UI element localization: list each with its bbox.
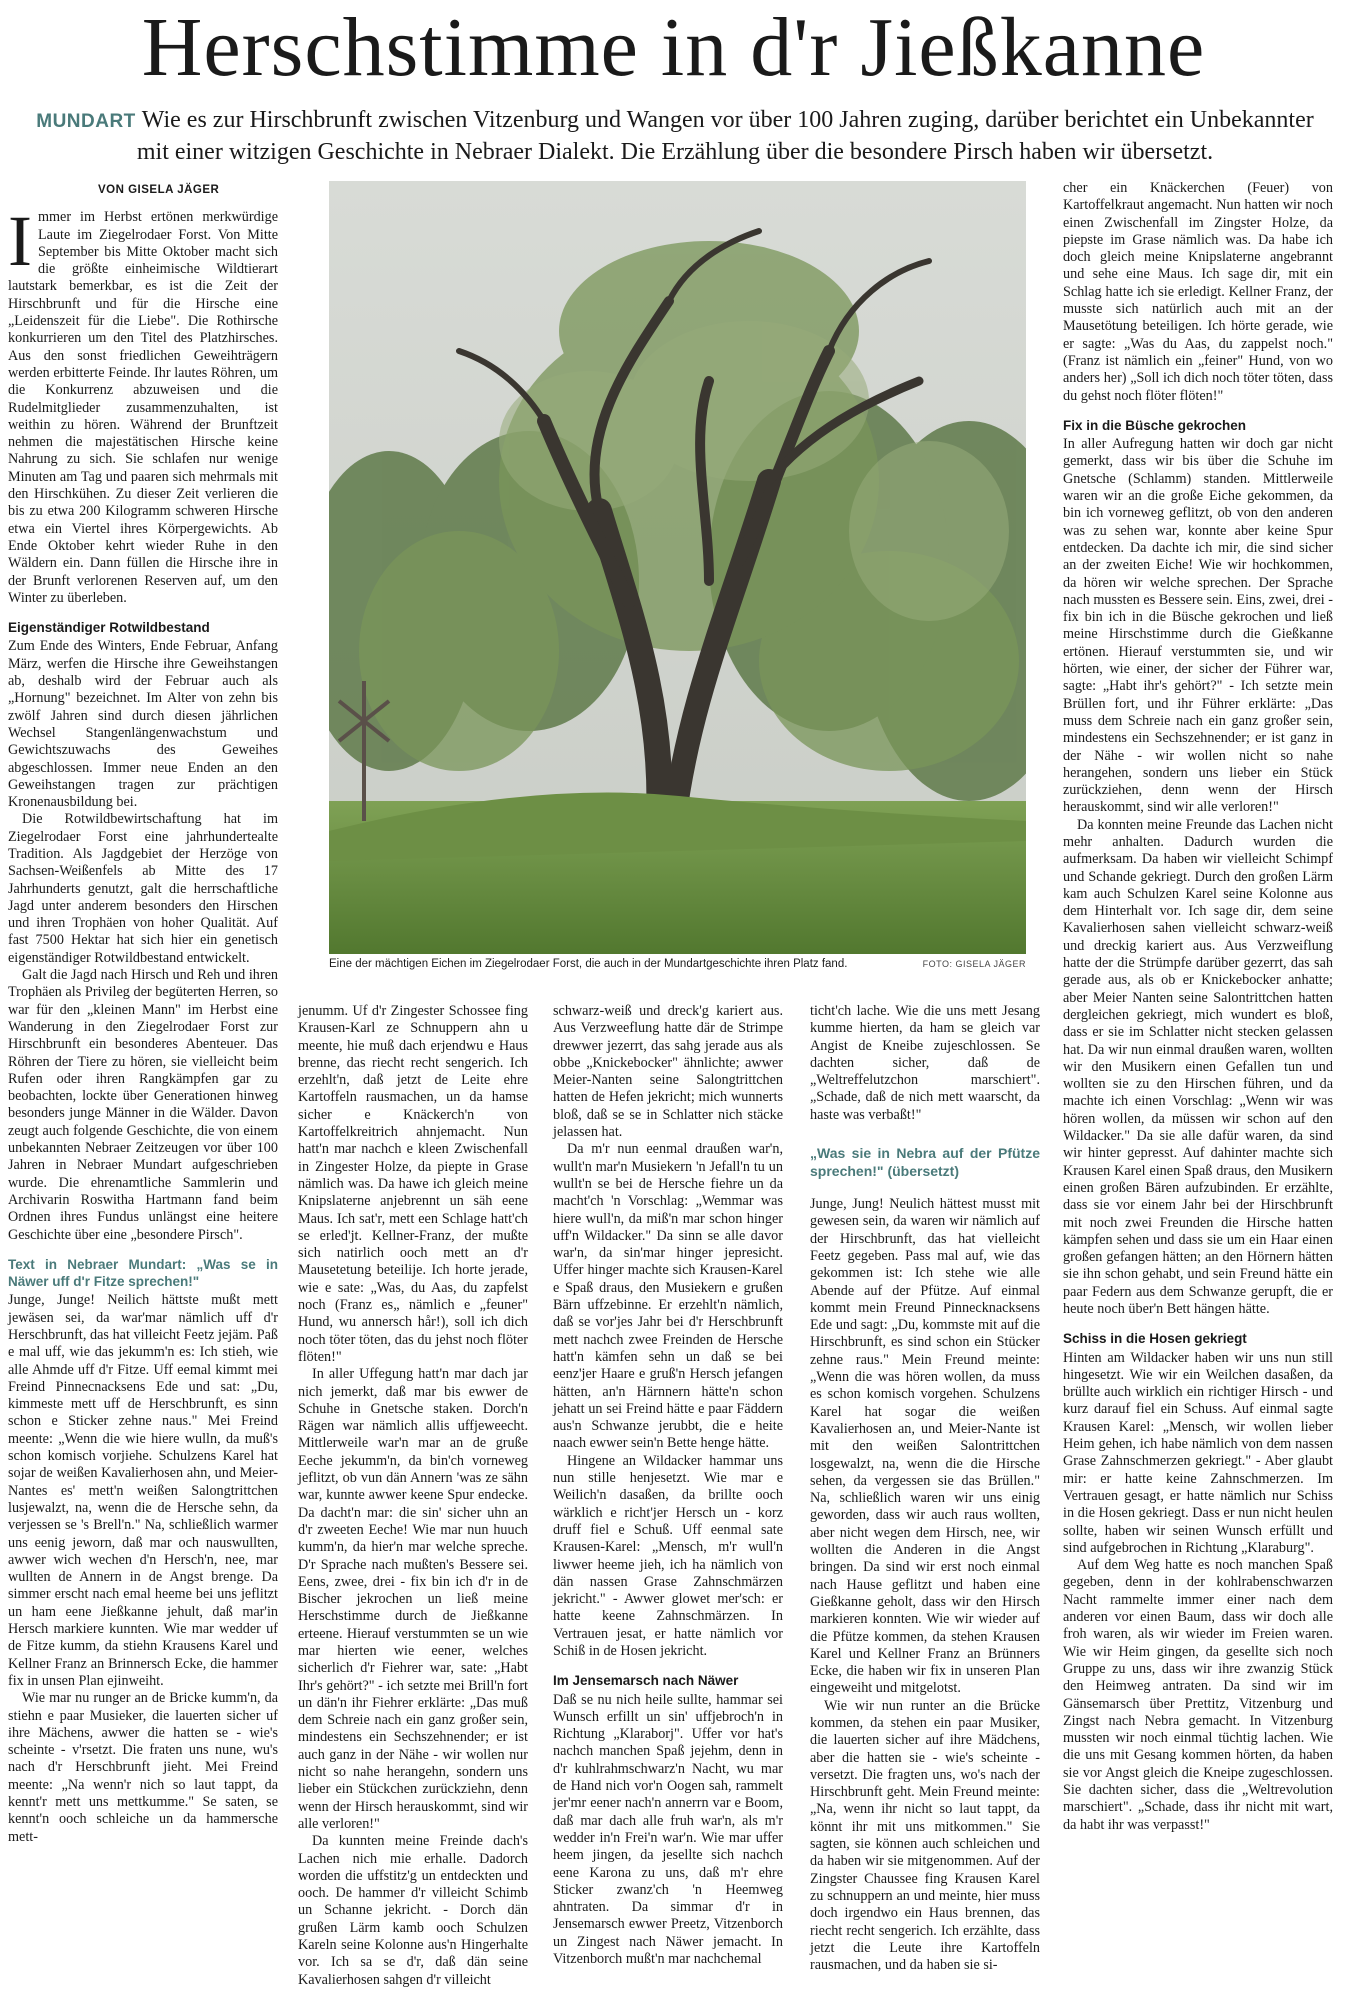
column-3	[553, 1003, 783, 1968]
paragraph: Da konnten meine Freunde das Lachen nicht mehr anhalten. Dadurch wurden die aufmerksam. Da haben wir vielleicht Schimpf und Schande gekriegt. Durch den großen Lärm kam auch Schulzen Karel seine Kolonne aus dem Hinterhalt vor. Ich sage dir, dem seine Kavalierhosen sahen vielleicht schwarz-weiß und dreckig kariert aus. Aus Verzweiflung hatte der die Strümpfe darüber gezerrt, das sah gerade aus, als ob er Knickebocker anhatte; aber Meier Nanten seine Salontrittchen hatten dergleichen gekriegt, mich wundert es bloß, dass er sie im Schlatter nicht stecken gelassen hat. Da wir nun einmal draußen waren, wollten wir den Musikern einen Gefallen tun und wollten sie zu den Hirschen führen, und da machte ich einen Vorschlag: „Wenn wir was hören wollen, da müssen wir schon auf den Wildacker." Da sie alle dafür waren, da sind wir hinter gepresst. Auf dahinter machte sich Krausen Karel einen Spaß draus, den Musikern einen großen Bären aufzubinden. Er erzählte, dass sie vor einem Jahr bei der Hirschbrunft mit noch zwei Freunden die Hirsche hatten kämpfen sehen und dass sie um ein Haar einen großen gefangen hätten; an den Hörnern hätten sie ihn schon gehabt, und sein Freund hätte ein paar Federn aus dem Schwanze gerupft, die er heute noch über'n Bett hängen hätte.	[1063, 816, 1333, 1317]
intro-text: mmer im Herbst ertönen merkwürdige Laute im Ziegelrodaer Forst. Von Mitte September bis Mitte Oktober macht sich die größte einheimische Wildtierart lautstark bemerkbar, es ist die Zeit der Hirschbrunft und für die Hirsche eine „Leidenszeit für die Liebe". Die Rothirsche konkurrieren um den Titel des Platzhirsches. Aus den sonst friedlichen Geweihträgern werden erbitterte Feinde. Ihr lautes Röhren, um die Konkurrenz abzuweisen und die Rudelmitglieder zusammenzuhalten, ist weithin zu hören. Während der Brunftzeit nehmen die majestätischen Hirsche keine Nahrung zu sich. Sie schlafen nur wenige Minuten am Tag und paaren sich mehrmals mit den Hirschkühen. Zu dieser Zeit verlieren die bis zu etwa 200 Kilogramm schweren Hirsche etwa ein Viertel ihres Körpergewichts. Ab Ende Oktober kehrt wieder Ruhe in den Wäldern ein. Dann füllen die Hirsche ihre in der Brunft verlorenen Reserven auf, um den Winter zu überleben.	[8, 209, 278, 606]
paragraph: Die Rotwildbewirtschaftung hat im Ziegelrodaer Forst eine jahrhundertealte Tradition. Als Jagdgebiet der Herzöge von Sachsen-Weißenfels ab Mitte des 17 Jahrhunderts genutzt, galt die herrschaftliche Jagd unter anderem besonders den Hirschen und ihren Trophäen von hoher Qualität. Auf fast 7500 Hektar hat sich hier ein genetisch eigenständiger Rotwildbestand entwickelt.	[8, 811, 278, 966]
paragraph: Junge, Jung! Neulich hättest musst mit gewesen sein, da waren wir nämlich auf der Hirschbrunft, das hat vielleicht Feetz gegeben. Pass mal auf, wie das gekommen ist: Ich stehe wie alle Abende auf der Pfütze. Auf einmal kommt mein Freund Pinnecknacksens Ede und sagt: „Du, kommste mit auf die Hirschbrunft, es sind schon ein Stücker zehne raus." Mein Freund meinte: „Wenn die was hören wollen, da muss es schon komisch vorgehen. Schulzens Karel hat sogar die weißen Kavalierhosen an, und Meier-Nante ist mit den weißen Salontrittchen losgewalzt, na, wenn die die Hirsche sehen, da vergessen sie das Brüllen." Na, schließlich waren wir uns einig geworden, dass wir auch raus wollten, aber nicht wegen dem Hirsch, nee, wir wollten die Anderen in die Angst bringen. Da sind wir erst noch einmal nach Hause geflitzt und haben eine Gießkanne geholt, dass wir den Hirsch markieren konnten. Wie wir wieder auf die Pfütze kommen, da stehen Krausen Karel und Kellner Franz an Brünners Ecke, die haben wir fix in unseren Plan eingeweiht und mitgelotst.	[810, 1196, 1040, 1697]
paragraph: Da kunnten meine Freinde dach's Lachen nich mie erhalle. Dadorch worden die uffstitz'g un entdeckten und ooch. De hammer d'r villeicht Schimb un Schanne jekricht. - Dorch dän grußen Lärm kamb ooch Schulzen Kareln seine Kolonne aus'n Hingerhalte vor. Ich sa se d'r, daß dän seine Kavalierhosen sahgen d'r villeicht	[298, 1833, 528, 1988]
paragraph: Wie mar nu runger an de Bricke kumm'n, da stiehn e paar Musieker, die lauerten sicher uf ihre Mächens, awwer die hatten se - wie's scheinte - v'rsetzt. Die fraten uns nune, wu's nach d'r Herschbrunft jieht. Mei Freind meente: „Na wenn'r nich so laut tappt, da kennt'r mett uns mettkumme." Se saten, se kennt'n ooch schleiche un da hammersche mett-	[8, 1690, 278, 1845]
translation-heading: „Was sie in Nebra auf der Pfütze sprechen!" (übersetzt)	[810, 1145, 1040, 1180]
byline: VON GISELA JÄGER	[98, 184, 220, 196]
paragraph: Hingene an Wildacker hammar uns nun stille henjesetzt. Wie mar e Weilich'n dasaßen, da brillte ooch wärklich e richt'jer Hersch un - korz druff fiel e Schuß. Uff eenmal sate Krausen-Karel: „Mensch, m'r wull'n liwwer heeme jieh, ich ha nämlich von dän nassen Grase Zahnschmärzen jekricht." - Awwer glowet mer'sch: er hatte keene Zahnschmärzen. In Vertrauen jesat, er hatte nämlich vor Schiß in de Hosen jekricht.	[553, 1452, 783, 1659]
paragraph: Da m'r nun eenmal draußen war'n, wullt'n mar'n Musiekern 'n Jefall'n tu un wullt'n se bei de Hersche fiehre un da macht'ch 'n Vorschlag: „Wemmar was hiere wull'n, da miß'n mar schon hinger uff'n Wildacker." Da sinn se alle davor war'n, da sin'mar hinger jepresicht. Uffer hinger machte sich Krausen-Karel e Spaß draus, den Musiekern e grußen Bärn uffzebinne. Er erzehlt'n nämlich, daß se vor'jes Jahr bei d'r Herschbrunft mett nachch zwee Freinden de Hersche hatt'n kämfen sehn un daß se bei eenz'jer Haare e gruß'n Hersch jefangen hätten, an'n Härnnern hätte'n schon jehatt un sei Freind hätte e paar Fäddern aus'n Schwanze jerubbt, die e heite naach ewwer sein'n Bette henge hätte.	[553, 1141, 783, 1452]
paragraph: cher ein Knäckerchen (Feuer) von Kartoffelkraut angemacht. Nun hatten wir noch einen Zwischenfall im Zingster Holze, da piepste im Grase nämlich was. Da habe ich doch gleich meine Knipslaterne angebrannt und sehe eine Maus. Ich sage dir, mit ein Schlag hatte ich sie erledigt. Kellner Franz, der musste sich natürlich auch mit an der Mausetötung beteiligen. Ich hörte gerade, wie er sagte: „Was du Aas, du zappelst noch." (Franz ist nämlich ein „feiner" Hund, von wo anders her) „Soll ich dich noch töter töten, dass du gehst noch flöter flöten!"	[1063, 180, 1333, 404]
paragraph: Galt die Jagd nach Hirsch und Reh und ihren Trophäen als Privileg der begüterten Herren, so war für den „kleinen Mann" im Herbst eine Wanderung in den Ziegelrodaer Forst zur Hirschbrunft ein besonderes Abenteuer. Das Röhren der Tiere zu hören, sie vielleicht beim Rufen oder ihren Rangkämpfen gar zu beobachten, lockte über Generationen hinweg besonders junge Männer in die Wälder. Davon zeugt auch folgende Geschichte, die von einem unbekannten Nebraer Zeitzeugen vor über 100 Jahren in Nebraer Mundart aufgeschrieben wurde. Die ehrenamtliche Sammlerin und Archivarin Roswitha Hartmann fand beim Ordnen ihres Fundus unlängst eine heitere Geschichte über eine „besondere Pirsch".	[8, 967, 278, 1243]
column-1	[8, 180, 278, 1846]
subheading: Im Jensemarsch nach Näwer	[553, 1673, 739, 1689]
oak-tree-photo	[329, 181, 1026, 954]
deck	[26, 105, 1324, 168]
paragraph: schwarz-weiß und dreck'g kariert aus. Aus Verzweeflung hatte där de Strimpe drewwer jezerrt, das sahg jerade aus als obbe „Knickebocker" ähnlichte; awwer Meier-Nanten seine Salongtrittchen hatten de Hefen jekricht; mich wunnerts bloß, daß se se in Schlatter nich stäcke jelassen hat.	[553, 1003, 783, 1141]
column-5	[1063, 180, 1333, 1834]
paragraph: Daß se nu nich heile sullte, hammar sei Wunsch erfillt un sin' uffjebroch'n in Richtung „Klaraborj". Uffer vor hat's nachch manchen Spaß jejehm, denn in d'r kuhlrahmschwarz'n Nacht, wu mar de Hand nich vor'n Oogen sah, rammelt jer'mr eener nach'n annerrn var e Boom, daß mar dach alle fruh war'n, als m'r wedder in'n Frei'n war'n. Wie mar uffer heem jingen, da jesellte sich nachch eene Karona zu uns, daß m'r ehre Sticker zwanz'ch 'n Heemweg ahntraten. Da simmar d'r in Jensemarsch ewwer Preetz, Vitzenborch un Zingest nach Näwer jemacht. In Vitzenborch mußt'n mar nachchemal	[553, 1691, 783, 1968]
paragraph: jenumm. Uf d'r Zingester Schossee fing Krausen-Karl ze Schnuppern ahn u meente, hie muß dach erjendwu e Haus brenne, das riecht recht sengerich. Ich erzehlt'n, daß jetzt de Leite ehre Kartoffeln rausmachen, un da hamse sicher e Knäckerch'n von Kartoffelkreitrich ahnjemacht. Nun hatt'n mar nachch e kleen Zwischenfall in Zingester Holze, da piepte in Grase nämlich was. Da hawe ich gleich meine Knipslaterne anjebrennt un säh eene Maus. Ich sat'r, mett een Schlage hatt'ch se erled'jt. Kellner-Franz, der mußte sich natirlich ooch mett an d'r Mausetetung beteilije. Ich horte jerade, wie e sate: „Was, du Aas, du zapfelst noch (Franz es„ nämlich e „feuner" Hund, wu annersch hår!), soll ich dich noch töter töten, das du jehst noch flöter flöten!"	[298, 1003, 528, 1365]
column-4	[810, 1003, 1040, 1974]
subheading: Fix in die Büsche gekrochen	[1063, 417, 1247, 433]
paragraph: Auf dem Weg hatte es noch manchen Spaß gegeben, denn in der kohlrabenschwarzen Nacht rammelte immer einer nach dem anderen vor einen Baum, dass wir doch alle froh waren, als wir wieder im Freien waren. Wie wir Heim gingen, da gesellte sich noch Gruppe zu uns, dass wir ihre zwanzig Stück den Heimweg antraten. Da sind wir im Gänsemarsch über Prettitz, Vitzenburg und Zingst nach Nebra gemacht. In Vitzenburg mussten wir noch einmal tüchtig lachen. Wie die uns mit Gesang kommen hörten, da haben sie vor Angst gleich die Kneipe zugeschlossen. Sie dachten sicher, dass die „Weltrevolution marschiert". „Schade, dass ihr nicht mit wart, da habt ihr was verpasst!"	[1063, 1557, 1333, 1833]
photo-credit: FOTO: GISELA JÄGER	[922, 959, 1026, 969]
photo-caption	[329, 958, 1026, 970]
drop-cap: I	[8, 201, 32, 282]
subheading: Text in Nebraer Mundart: „Was se in Näwer uff d'r Fitze sprechen!"	[8, 1256, 278, 1290]
section-tag: MUNDART	[36, 111, 136, 132]
paragraph: In aller Uffegung hatt'n mar dach jar nich jemerkt, daß mar bis ewwer de Schuhe in Gnetsche staken. Dorch'n Rägen war nämlich allis uffjeweecht. Mittlerweile war'n mar an de gruße Eeche jekumm'n, da bin'ch vorneweg jeflitzt, ob vun dän Annern 'was ze sähn war, kunnte awwer keene Spur endecke. Da dacht'n mar: die sin' sicher uhn an d'r zweeten Eeche! Wie mar nun huuch kumm'n, da hier'n mar welche spreche. D'r Sprache nach mußten's Bessere sei. Eens, zwee, drei - fix bin ich d'r in de Bischer jekrochen un ließ meine Herschstimme durch de Jießkanne erteene. Hierauf verstummten se un wie mar hierten wie eener, welches sicherlich d'r Fiehrer war, sate: „Habt Ihr's gehört?" - ich setzte mei Brill'n fort un dän'n ihr Fiehrer erklärte: „Das muß dem Schreie nach ein ganz großer sein, mindestens ein Sechszehnender; er ist auch ganz in der Nähe - wir wollen nur nicht so nahe herangehn, sondern uns lieber ein Stückchen zurückziehn, denn wenn der Hirsch herauskommt, sind wir alle verloren!"	[298, 1366, 528, 1832]
paragraph: ticht'ch lache. Wie die uns mett Jesang kumme hierten, da ham se gleich var Angist de Kneibe zujeschlossen. Se dachten sicher, daß de „Weltreffelutzchon marschiert". „Schade, daß de nich mett waarscht, da haste was verbaßt!"	[810, 1003, 1040, 1123]
intro-paragraph	[8, 201, 278, 607]
paragraph: Zum Ende des Winters, Ende Februar, Anfang März, werfen die Hirsche ihre Geweihstangen ab, deshalb wird der Februar auch als „Hornung" bezeichnet. Im Alter von zehn bis zwölf Jahren sind durch diesen jährlichen Wechsel Stangenlängenwachstum und Gewichtszuwachs des Geweihes abgeschlossen. Immer neue Enden an den Geweihstangen tragen zur prächtigen Kronenausbildung bei.	[8, 638, 278, 811]
paragraph: In aller Aufregung hatten wir doch gar nicht gemerkt, dass wir bis über die Schuhe im Gnetsche (Schlamm) standen. Mittlerweile waren wir an die große Eiche gekommen, da bin ich vorneweg geflitzt, ob von den anderen was zu sehen war, konnte aber keine Spur entdecken. Da dachte ich mir, die sind sicher an der zweiten Eiche! Wie wir hochkommen, da hören wir welche sprechen. Der Sprache nach mussten es Bessere sein. Eins, zwei, drei - fix bin ich in die Büsche gekrochen und ließ meine Hirschstimme durch die Gießkanne ertönen. Hierauf verstummten sie, und wir hörten, wie einer, der sicher der Führer war, sagte: „Habt ihr's gehört?" - Ich setzte mein Brüllen fort, und ihr Führer erklärte: „Das muss dem Schreie nach ein ganz großer sein, mindestens ein Sechszehnender; er ist ganz in der Nähe - wir wollen nicht so nahe herangehen, sondern uns lieber ein Stück zurückziehen, denn wenn der Hirsch herauskommt, sind wir alle verloren!"	[1063, 436, 1333, 816]
headline: Herschstimme in d'r Jießkanne	[141, 1, 1206, 94]
deck-text: Wie es zur Hirschbrunft zwischen Vitzenburg und Wangen vor über 100 Jahren zuging, darüber berichtet ein Unbekannter mit einer witzigen Geschichte in Nebraer Dialekt. Die Erzählung über die besondere Pirsch haben wir übersetzt.	[136, 107, 1314, 165]
column-2	[298, 1003, 528, 1989]
paragraph: Junge, Junge! Neilich hättste mußt mett jewäsen sei, da war'mar nämlich uff d'r Herschbrunft, das hat villeicht Feetz jejäm. Paß e mal uff, wie das jekumm'n es: Ich stieh, wie alle Ahmde uff d'r Fitze. Uff eemal kimmt mei Freind Pinnecnacksens Ede und sat: „Du, kimmeste mett uff de Herschbrunft, es sinn schon e Sticker zehne naus." Mei Freind meente: „Wenn die wie hiere wulln, da muß's schon komisch vorjiehe. Schulzens Karel hat sojar de weißen Kavalierhosen ahn, und Meier-Nantes es' mett'n weißen Salongtrittchen lusjewalzt, na, wenn die de Hersche sehn, da verjessen se 's Brell'n." Na, schließlich warmer uns eenig jeworn, daß mar och nauswullten, awwer wich wechen d'n Hersch'n, nee, mar wullten de Annern in de Angst brenge. Da simmer erscht nach emal heeme bei uns jeflitzt un ham eene Jießkanne jehult, daß mar'in Hersch markiere kunnten. Wie mar wedder uf de Fitze kumm, da stiehn Krausens Karel und Kellner Franz an Brinnersch Ecke, die hammer fix in unsen Plan ejinweiht.	[8, 1292, 278, 1689]
subheading: Schiss in die Hosen gekriegt	[1063, 1331, 1247, 1347]
paragraph: Hinten am Wildacker haben wir uns nun still hingesetzt. Wie wir ein Weilchen dasaßen, da brüllte auch wirklich ein richtiger Hirsch - und kurz darauf fiel ein Schuss. Auf einmal sagte Krausen Karel: „Mensch, wir wollen lieber Heim gehen, ich habe nämlich von dem nassen Grase Zahnschmerzen gekriegt." - Aber glaubt mir: er hatte keine Zahnschmerzen. Im Vertrauen gesagt, er hatte nämlich nur Schiss in die Hosen gekriegt. Dass er nun nicht heulen sollte, haben wir seinen Wunsch erfüllt und sind aufgebrochen in Richtung „Klaraburg".	[1063, 1349, 1333, 1556]
caption-text: Eine der mächtigen Eichen im Ziegelrodaer Forst, die auch in der Mundartgeschichte ihren Platz fand.	[329, 958, 848, 970]
subheading: Eigenständiger Rotwildbestand	[8, 620, 210, 636]
paragraph: Wie wir nun runter an die Brücke kommen, da stehen ein paar Musiker, die lauerten sicher auf ihre Mädchens, aber die hatten sie - wie's scheinte - versetzt. Die fragten uns, wo's nach der Hirschbrunft geht. Mein Freund meinte: „Na, wenn ihr nicht so laut tappt, da könnt ihr mit uns mitkommen." Sie sagten, sie können auch schleichen und da haben wir sie mitgenommen. Auf der Zingster Chaussee fing Krausen Karel zu schnuppern an und meinte, hier muss doch irgendwo ein Haus brennen, das riecht recht sengerich. Ich erzählte, dass jetzt die Leute ihre Kartoffeln rausmachen, und da haben sie si-	[810, 1697, 1040, 1974]
